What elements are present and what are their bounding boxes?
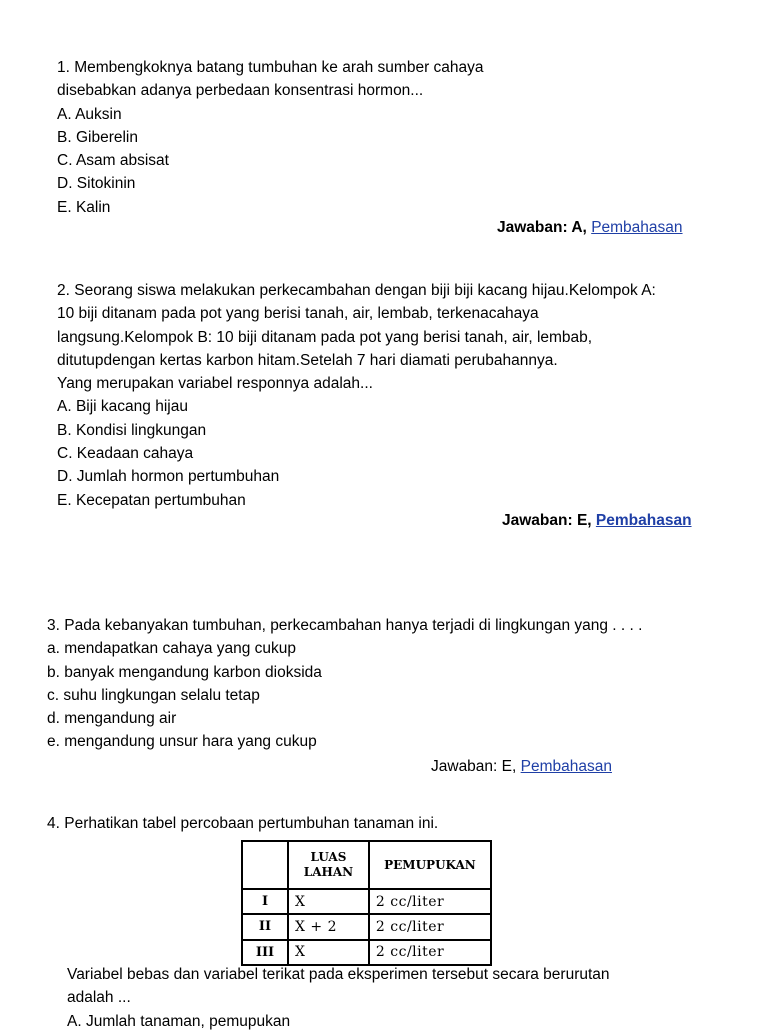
pembahasan-link[interactable]: Pembahasan — [595, 512, 692, 529]
question-4-text-line: adalah ... — [67, 989, 131, 1007]
question-1-answer — [497, 218, 683, 238]
experiment-table — [241, 840, 492, 966]
question-2-option-e: E. Kecepatan pertumbuhan — [57, 491, 246, 509]
table-row — [242, 940, 491, 965]
question-1-option-b: B. Giberelin — [57, 128, 138, 146]
question-2-stem-line: 2. Seorang siswa melakukan perkecambahan dengan biji biji kacang hijau.Kelompok A: — [57, 282, 656, 299]
question-1-option-e: E. Kalin — [57, 198, 111, 216]
table-cell-label: I — [242, 889, 288, 914]
table-cell-label: III — [242, 940, 288, 965]
question-4 — [47, 812, 438, 835]
question-2-option-d: D. Jumlah hormon pertumbuhan — [57, 468, 280, 486]
question-3-answer — [431, 757, 612, 777]
table-cell-luas: X — [288, 889, 369, 914]
question-4-text-line: Variabel bebas dan variabel terikat pada eksperimen tersebut secara berurutan — [67, 966, 610, 983]
table-cell-luas: X — [288, 940, 369, 965]
answer-label: Jawaban: E, — [502, 512, 592, 529]
question-2-stem-line: Yang merupakan variabel responnya adalah... — [57, 375, 373, 393]
table-header-cell — [242, 841, 288, 889]
question-3 — [47, 614, 642, 754]
question-1-stem-line: disebabkan adanya perbedaan konsentrasi hormon... — [57, 82, 424, 100]
table-cell-label: II — [242, 914, 288, 939]
table-row — [242, 889, 491, 914]
question-3-option-e: e. mengandung unsur hara yang cukup — [47, 733, 317, 751]
question-2-option-a: A. Biji kacang hijau — [57, 398, 188, 416]
question-3-option-a: a. mendapatkan cahaya yang cukup — [47, 640, 297, 658]
question-2-stem-line: ditutupdengan kertas karbon hitam.Setelah 7 hari diamati perubahannya. — [57, 351, 558, 369]
question-2-answer — [502, 511, 692, 531]
question-2-stem-line: 10 biji ditanam pada pot yang berisi tanah, air, lembab, terkenacahaya — [57, 305, 539, 323]
table-header-luas-lahan: LUAS LAHAN — [288, 841, 369, 889]
question-1-option-a: A. Auksin — [57, 105, 122, 123]
table-header-row — [242, 841, 491, 889]
table-cell-pupuk: 2 cc/liter — [369, 940, 491, 965]
question-3-stem-line: 3. Pada kebanyakan tumbuhan, perkecambahan hanya terjadi di lingkungan yang . . . . — [47, 617, 643, 634]
question-2-option-c: C. Keadaan cahaya — [57, 445, 194, 463]
question-3-option-d: d. mengandung air — [47, 710, 177, 728]
table-header-pemupukan: PEMUPUKAN — [369, 841, 491, 889]
table-row — [242, 914, 491, 939]
pembahasan-link[interactable]: Pembahasan — [591, 219, 683, 236]
question-1-option-d: D. Sitokinin — [57, 175, 136, 193]
answer-label: Jawaban: E, — [431, 758, 517, 775]
pembahasan-link[interactable]: Pembahasan — [520, 758, 612, 775]
question-1-stem-line: 1. Membengkoknya batang tumbuhan ke arah sumber cahaya — [57, 59, 484, 76]
question-2 — [57, 279, 656, 512]
question-4-stem-line: 4. Perhatikan tabel percobaan pertumbuhan tanaman ini. — [47, 815, 439, 832]
question-1-option-c: C. Asam absisat — [57, 152, 169, 170]
question-3-option-c: c. suhu lingkungan selalu tetap — [47, 686, 260, 704]
question-3-option-b: b. banyak mengandung karbon dioksida — [47, 663, 322, 681]
question-4-continuation — [67, 963, 610, 1033]
question-2-option-b: B. Kondisi lingkungan — [57, 421, 207, 439]
table-cell-luas: X + 2 — [288, 914, 369, 939]
question-2-stem-line: langsung.Kelompok B: 10 biji ditanam pada pot yang berisi tanah, air, lembab, — [57, 328, 593, 346]
question-4-option-a: A. Jumlah tanaman, pemupukan — [67, 1012, 291, 1030]
table-cell-pupuk: 2 cc/liter — [369, 889, 491, 914]
question-1 — [57, 56, 484, 219]
table-cell-pupuk: 2 cc/liter — [369, 914, 491, 939]
answer-label: Jawaban: A, — [497, 219, 587, 236]
